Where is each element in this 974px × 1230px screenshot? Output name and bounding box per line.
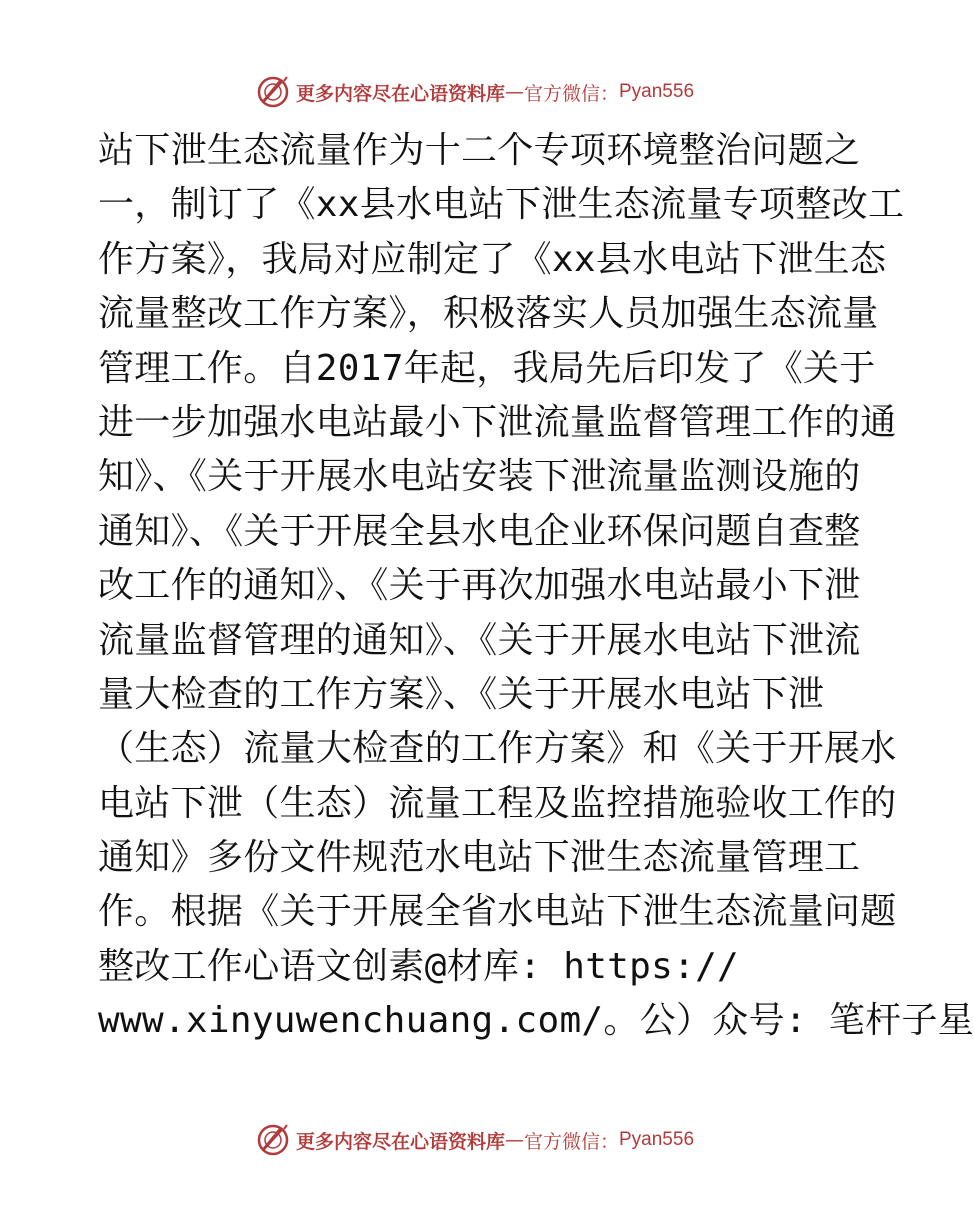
header-banner: [0, 72, 950, 112]
footer-banner: [0, 1120, 950, 1160]
body-line: 作方案》，我局对应制定了《xx县水电站下泄生态: [98, 238, 887, 280]
banner-site-text: 更多内容尽在心语资料库: [295, 82, 505, 105]
body-text: [98, 124, 974, 1114]
body-line: （生态）流量大检查的工作方案》和《关于开展水: [98, 728, 897, 770]
banner-wechat-id: Pyan556: [619, 81, 695, 102]
body-line: 站下泄生态流量作为十二个专项环境整治问题之: [98, 130, 861, 171]
body-line: 电站下泄（生态）流量工程及监控措施验收工作的: [98, 782, 897, 824]
banner-dash: —: [504, 81, 524, 103]
body-line: 量大检查的工作方案》、《关于开展水电站下泄: [98, 673, 825, 715]
quill-logo-icon: [256, 75, 290, 109]
body-line: 管理工作。自2017年起，我局先后印发了《关于: [98, 347, 876, 389]
banner-wechat-label: 官方微信：: [523, 1130, 619, 1153]
body-line: 流量整改工作方案》，积极落实人员加强生态流量: [98, 293, 879, 335]
quill-logo-icon: [256, 1123, 290, 1157]
body-line: 知》、《关于开展水电站安装下泄流量监测设施的: [98, 456, 861, 498]
body-line: 作。根据《关于开展全省水电站下泄生态流量问题: [98, 891, 897, 933]
banner-wechat-label: 官方微信：: [523, 82, 619, 105]
body-line[interactable]: www.xinyuwenchuang.com/。公）众号: 笔杆子星: [98, 1000, 974, 1042]
banner-wechat-id: Pyan556: [619, 1129, 695, 1150]
body-line: 流量监督管理的通知》、《关于开展水电站下泄流: [98, 619, 861, 661]
body-line: 进一步加强水电站最小下泄流量监督管理工作的通: [98, 401, 897, 443]
body-line: 通知》多份文件规范水电站下泄生态流量管理工: [98, 837, 861, 879]
banner-dash: —: [504, 1129, 524, 1151]
body-line: 通知》、《关于开展全县水电企业环保问题自查整: [98, 510, 861, 552]
body-line: 一，制订了《xx县水电站下泄生态流量专项整改工: [98, 184, 905, 226]
banner-site-text: 更多内容尽在心语资料库: [295, 1130, 505, 1153]
body-line[interactable]: 整改工作心语文创素@材库: https://: [98, 945, 740, 987]
body-line: 改工作的通知》、《关于再次加强水电站最小下泄: [98, 565, 861, 607]
